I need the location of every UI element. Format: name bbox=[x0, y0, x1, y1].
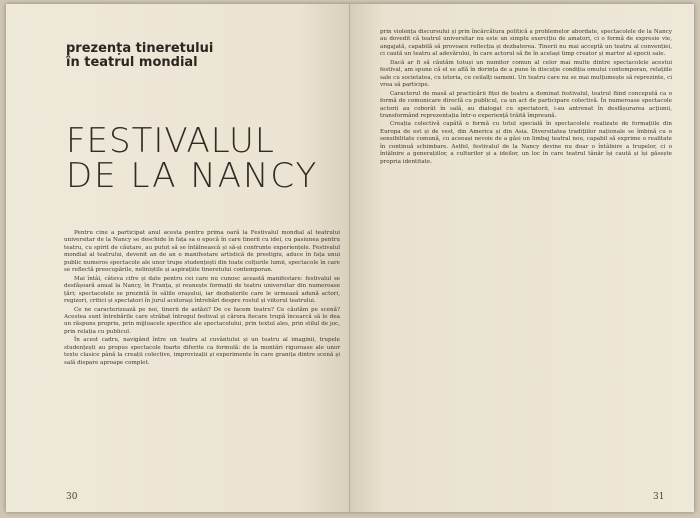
kicker-line-2: în teatrul mondial bbox=[66, 55, 198, 70]
left-paragraph: În acest cadru, navigând între un teatru al cuvântului și un teatru al imaginii, trupele studențești au propus spectacole foarte diferite ca formulă: de la montări riguroase ale unor texte clasice până la creații colective, improvizații și experimente în care granița dintre scenă și sală dispare aproape complet. bbox=[64, 337, 340, 366]
right-paragraph: Creația colectivă capătă o formă cu totul specială în spectacolele realizate de formațiile din Europa de est și de vest, din America și din Asia. Diversitatea tradițiilor naționale se îmbină cu o sensibilitate comună, cu aceeași nevoie de a găsi un limbaj teatral nou, capabil să exprime o realitate în continuă schimbare. Astfel, festivalul de la Nancy devine nu doar o întâlnire a trupelor, ci o întâlnire a generațiilor, a culturilor și a ideilor, un loc în care teatrul tânăr își caută și își găsește propria identitate. bbox=[380, 121, 672, 165]
page-number-left: 30 bbox=[66, 492, 78, 502]
left-paragraph: Pentru cine a participat anul acesta pentru prima oară la Festivalul mondial al teatrului universitar de la Nancy se deschide în fața sa o epocă în care tinerii cu idei, cu pasiunea pentru teatru, cu spirit de căutare, au putut să se întâlnească și să-și confrunte experiențele. Festivalul mondial al teatrului, devenit an de an o manifestare artistică de prestigiu, aduce în fața unui public numeros spectacole ale unor trupe studențești din toate colțurile lumii, spectacole în care se reflectă preocupările, neliniștile și aspirațiile tineretului contemporan. bbox=[64, 230, 340, 274]
article-title bbox=[66, 121, 336, 196]
right-page bbox=[350, 4, 694, 512]
kicker-line-1: prezența tineretului bbox=[66, 41, 214, 56]
left-page bbox=[6, 4, 350, 512]
left-paragraph: Mai întâi, câteva cifre și date pentru cei care nu cunosc această manifestare: festivalul se desfășoară anual la Nancy, în Franța, și reunește formații de teatru universitar din numeroase țări; spectacolele se prezintă în sălile orașului, iar dezbaterile care le urmează adună actori, regizori, critici și spectatori în jurul acelorași întrebări despre rostul și viitorul teatrului. bbox=[64, 275, 340, 305]
right-paragraph: Dacă ar fi să căutăm totuși un numitor comun al celor mai multe dintre spectacolele acestui festival, am spune că el se află în dorința de a pune în discuție condiția omului contemporan, relațiile sale cu societatea, cu istoria, cu ceilalți oameni. Un teatru care nu se mai mulțumește să reprezinte, ci vrea să participe. bbox=[380, 59, 672, 89]
left-paragraph: Ce ne caracterizează pe noi, tinerii de astăzi? De ce facem teatru? Ce căutăm pe scenă? Acestea sunt întrebările care străbat întregul festival și cărora fiecare trupă încearcă să le dea un răspuns propriu, prin mijloacele specifice ale spectacolului, prin textul ales, prin stilul de joc, prin relația cu publicul. bbox=[64, 306, 340, 335]
page-number-right: 31 bbox=[653, 492, 665, 502]
right-paragraph: prin violența discursului și prin încărcătura politică a problemelor abordate, spectacolele de la Nancy au dovedit că teatrul universitar nu este un simplu exercițiu de amatori, ci o formă de expresie vie, angajată, capabilă să provoace reflecția și dezbaterea. Tinerii nu mai acceptă un teatru al convenției, ci caută un teatru al adevărului, în care actorul să fie în același timp creator și martor al epocii sale. bbox=[380, 29, 672, 58]
title-line-1: FESTIVALUL bbox=[66, 121, 275, 161]
right-paragraph: Caracterul de masă al practicării fiței de teatru a dominat festivalul, teatrul fiind concepută ca o formă de comunicare directă cu publicul, ca un act de participare colectivă. În numeroase spectacole actorii au coborât în sală, au dialogat cu spectatorii, i-au antrenat în desfășurarea acțiunii, transformând reprezentația într-o experiență trăită împreună. bbox=[380, 90, 672, 119]
title-line-2: DE LA NANCY bbox=[66, 156, 319, 196]
magazine-spread bbox=[6, 4, 694, 512]
kicker-heading bbox=[66, 42, 266, 70]
right-body-text bbox=[380, 29, 672, 452]
left-body-text bbox=[64, 230, 340, 452]
